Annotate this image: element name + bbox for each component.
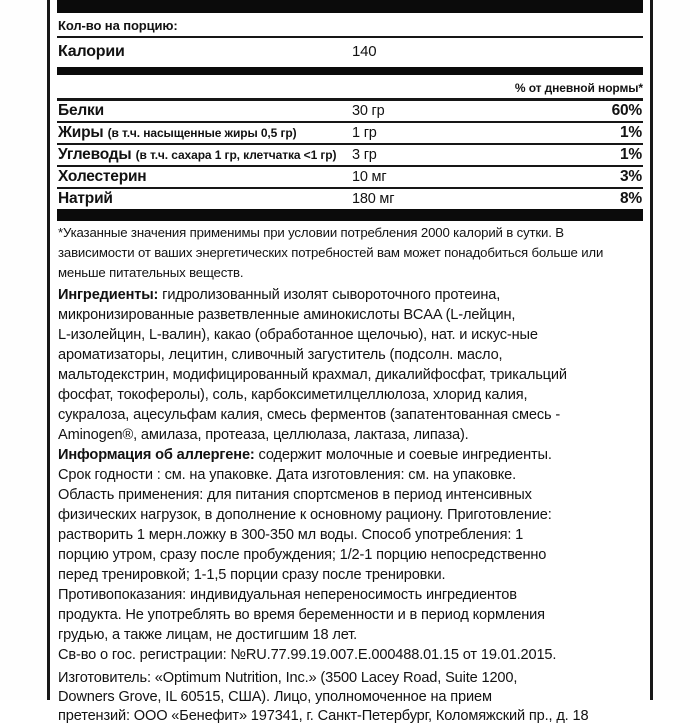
- info-line: перед тренировкой; 1-1,5 порции сразу после тренировки.: [58, 567, 446, 583]
- info-line: Противопоказания: индивидуальная непереносимость ингредиентов: [58, 587, 517, 603]
- allergen-usage-section: [57, 445, 643, 665]
- nutrient-amount: 1 гр: [352, 125, 377, 141]
- daily-value-footnote: [57, 223, 643, 283]
- info-line: растворить 1 мерн.ложку в 300-350 мл воды. Способ употребления: 1: [58, 527, 524, 543]
- ingredients-line: сукралоза, ацесульфам калия, смесь ферментов (запатентованная смесь -: [58, 407, 561, 423]
- ingredients-line: микронизированные разветвленные аминокислоты BCAA (L-лейцин,: [58, 307, 516, 323]
- serving-header: Кол-во на порцию:: [57, 13, 643, 38]
- nutrient-daily-value: 1%: [619, 146, 642, 163]
- ingredients-line: Aminogen®, амилаза, протеаза, целлюлаза, лактаза, липаза).: [58, 427, 469, 443]
- info-line: содержит молочные и соевые ингредиенты.: [254, 447, 552, 463]
- manufacturer-section: [57, 669, 643, 726]
- nutrient-row-carbs: [57, 145, 643, 167]
- nutrient-name: Белки: [58, 102, 104, 119]
- top-black-bar: [57, 0, 643, 13]
- calories-value: 140: [352, 43, 377, 60]
- allergen-heading: Информация об аллергене:: [58, 447, 255, 463]
- info-line: продукта. Не употреблять во время беременности и в период кормления: [58, 607, 545, 623]
- nutrient-detail: (в т.ч. насыщенные жиры 0,5 гр): [107, 126, 297, 140]
- manufacturer-line-clipped: претензий: ООО «Бенефит» 197341, г. Санкт-Петербург, Коломяжский пр., д. 18: [58, 708, 589, 724]
- ingredients-line: L-изолейцин, L-валин), какао (обработанное щелочью), нат. и искус-ные: [58, 327, 538, 343]
- footnote-line: меньше питательных веществ.: [58, 265, 244, 280]
- info-line: физических нагрузок, в дополнение к основному рациону. Приготовление:: [58, 507, 552, 523]
- info-line: Срок годности : см. на упаковке. Дата изготовления: см. на упаковке.: [58, 467, 517, 483]
- ingredients-line: фосфат, токоферолы), соль, карбоксиметилцеллюлоза, хлорид калия,: [58, 387, 528, 403]
- nutrient-amount: 30 гр: [352, 103, 385, 119]
- nutrient-daily-value: 3%: [619, 168, 642, 185]
- nutrient-name: Натрий: [58, 190, 113, 207]
- nutrient-name: Углеводы: [58, 146, 132, 163]
- info-line: порцию утром, сразу после пробуждения; 1/2-1 порцию непосредственно: [58, 547, 547, 563]
- manufacturer-line: Downers Grove, IL 60515, США). Лицо, уполномоченное на прием: [58, 689, 492, 705]
- ingredients-section: [57, 285, 643, 445]
- nutrient-amount: 180 мг: [352, 191, 395, 207]
- nutrient-daily-value: 1%: [619, 124, 642, 141]
- info-line: Св-во о гос. регистрации: №RU.77.99.19.007.Е.000488.01.15 от 19.01.2015.: [58, 647, 557, 663]
- nutrient-name: Холестерин: [58, 168, 147, 185]
- nutrient-row-protein: [57, 101, 643, 123]
- nutrient-row-sodium: [57, 189, 643, 209]
- nutrient-amount: 3 гр: [352, 147, 377, 163]
- ingredients-line: ароматизаторы, лецитин, сливочный загуститель (подсолн. масло,: [58, 347, 503, 363]
- nutrient-daily-value: 60%: [611, 102, 642, 119]
- footnote-line: зависимости от ваших энергетических потребностей вам может понадобиться больше или: [58, 245, 604, 260]
- ingredients-line: мальтодекстрин, модифицированный крахмал, дикалийфосфат, трикальций: [58, 367, 567, 383]
- footnote-line: *Указанные значения применимы при условии потребления 2000 калорий в сутки. В: [58, 225, 564, 240]
- nutrient-row-cholesterol: [57, 167, 643, 189]
- ingredients-line: гидролизованный изолят сывороточного протеина,: [158, 287, 501, 303]
- ingredients-heading: Ингредиенты:: [58, 287, 159, 303]
- info-line: Область применения: для питания спортсменов в период интенсивных: [58, 487, 532, 503]
- info-line: грудью, а также лицам, не достигшим 18 лет.: [58, 627, 358, 643]
- nutrient-name: Жиры: [58, 124, 104, 141]
- bottom-black-bar: [57, 209, 643, 221]
- nutrition-facts-panel: [47, 0, 653, 724]
- daily-value-header: % от дневной нормы*: [57, 75, 643, 101]
- nutrient-row-fat: [57, 123, 643, 145]
- divider-bar: [57, 67, 643, 75]
- nutrient-amount: 10 мг: [352, 169, 387, 185]
- manufacturer-line: Изготовитель: «Optimum Nutrition, Inc.» (3500 Lacey Road, Suite 1200,: [58, 670, 518, 686]
- calories-label: Калории: [58, 43, 125, 60]
- calories-row: [57, 38, 643, 67]
- nutrient-daily-value: 8%: [619, 190, 642, 207]
- nutrient-detail: (в т.ч. сахара 1 гр, клетчатка <1 гр): [135, 148, 337, 162]
